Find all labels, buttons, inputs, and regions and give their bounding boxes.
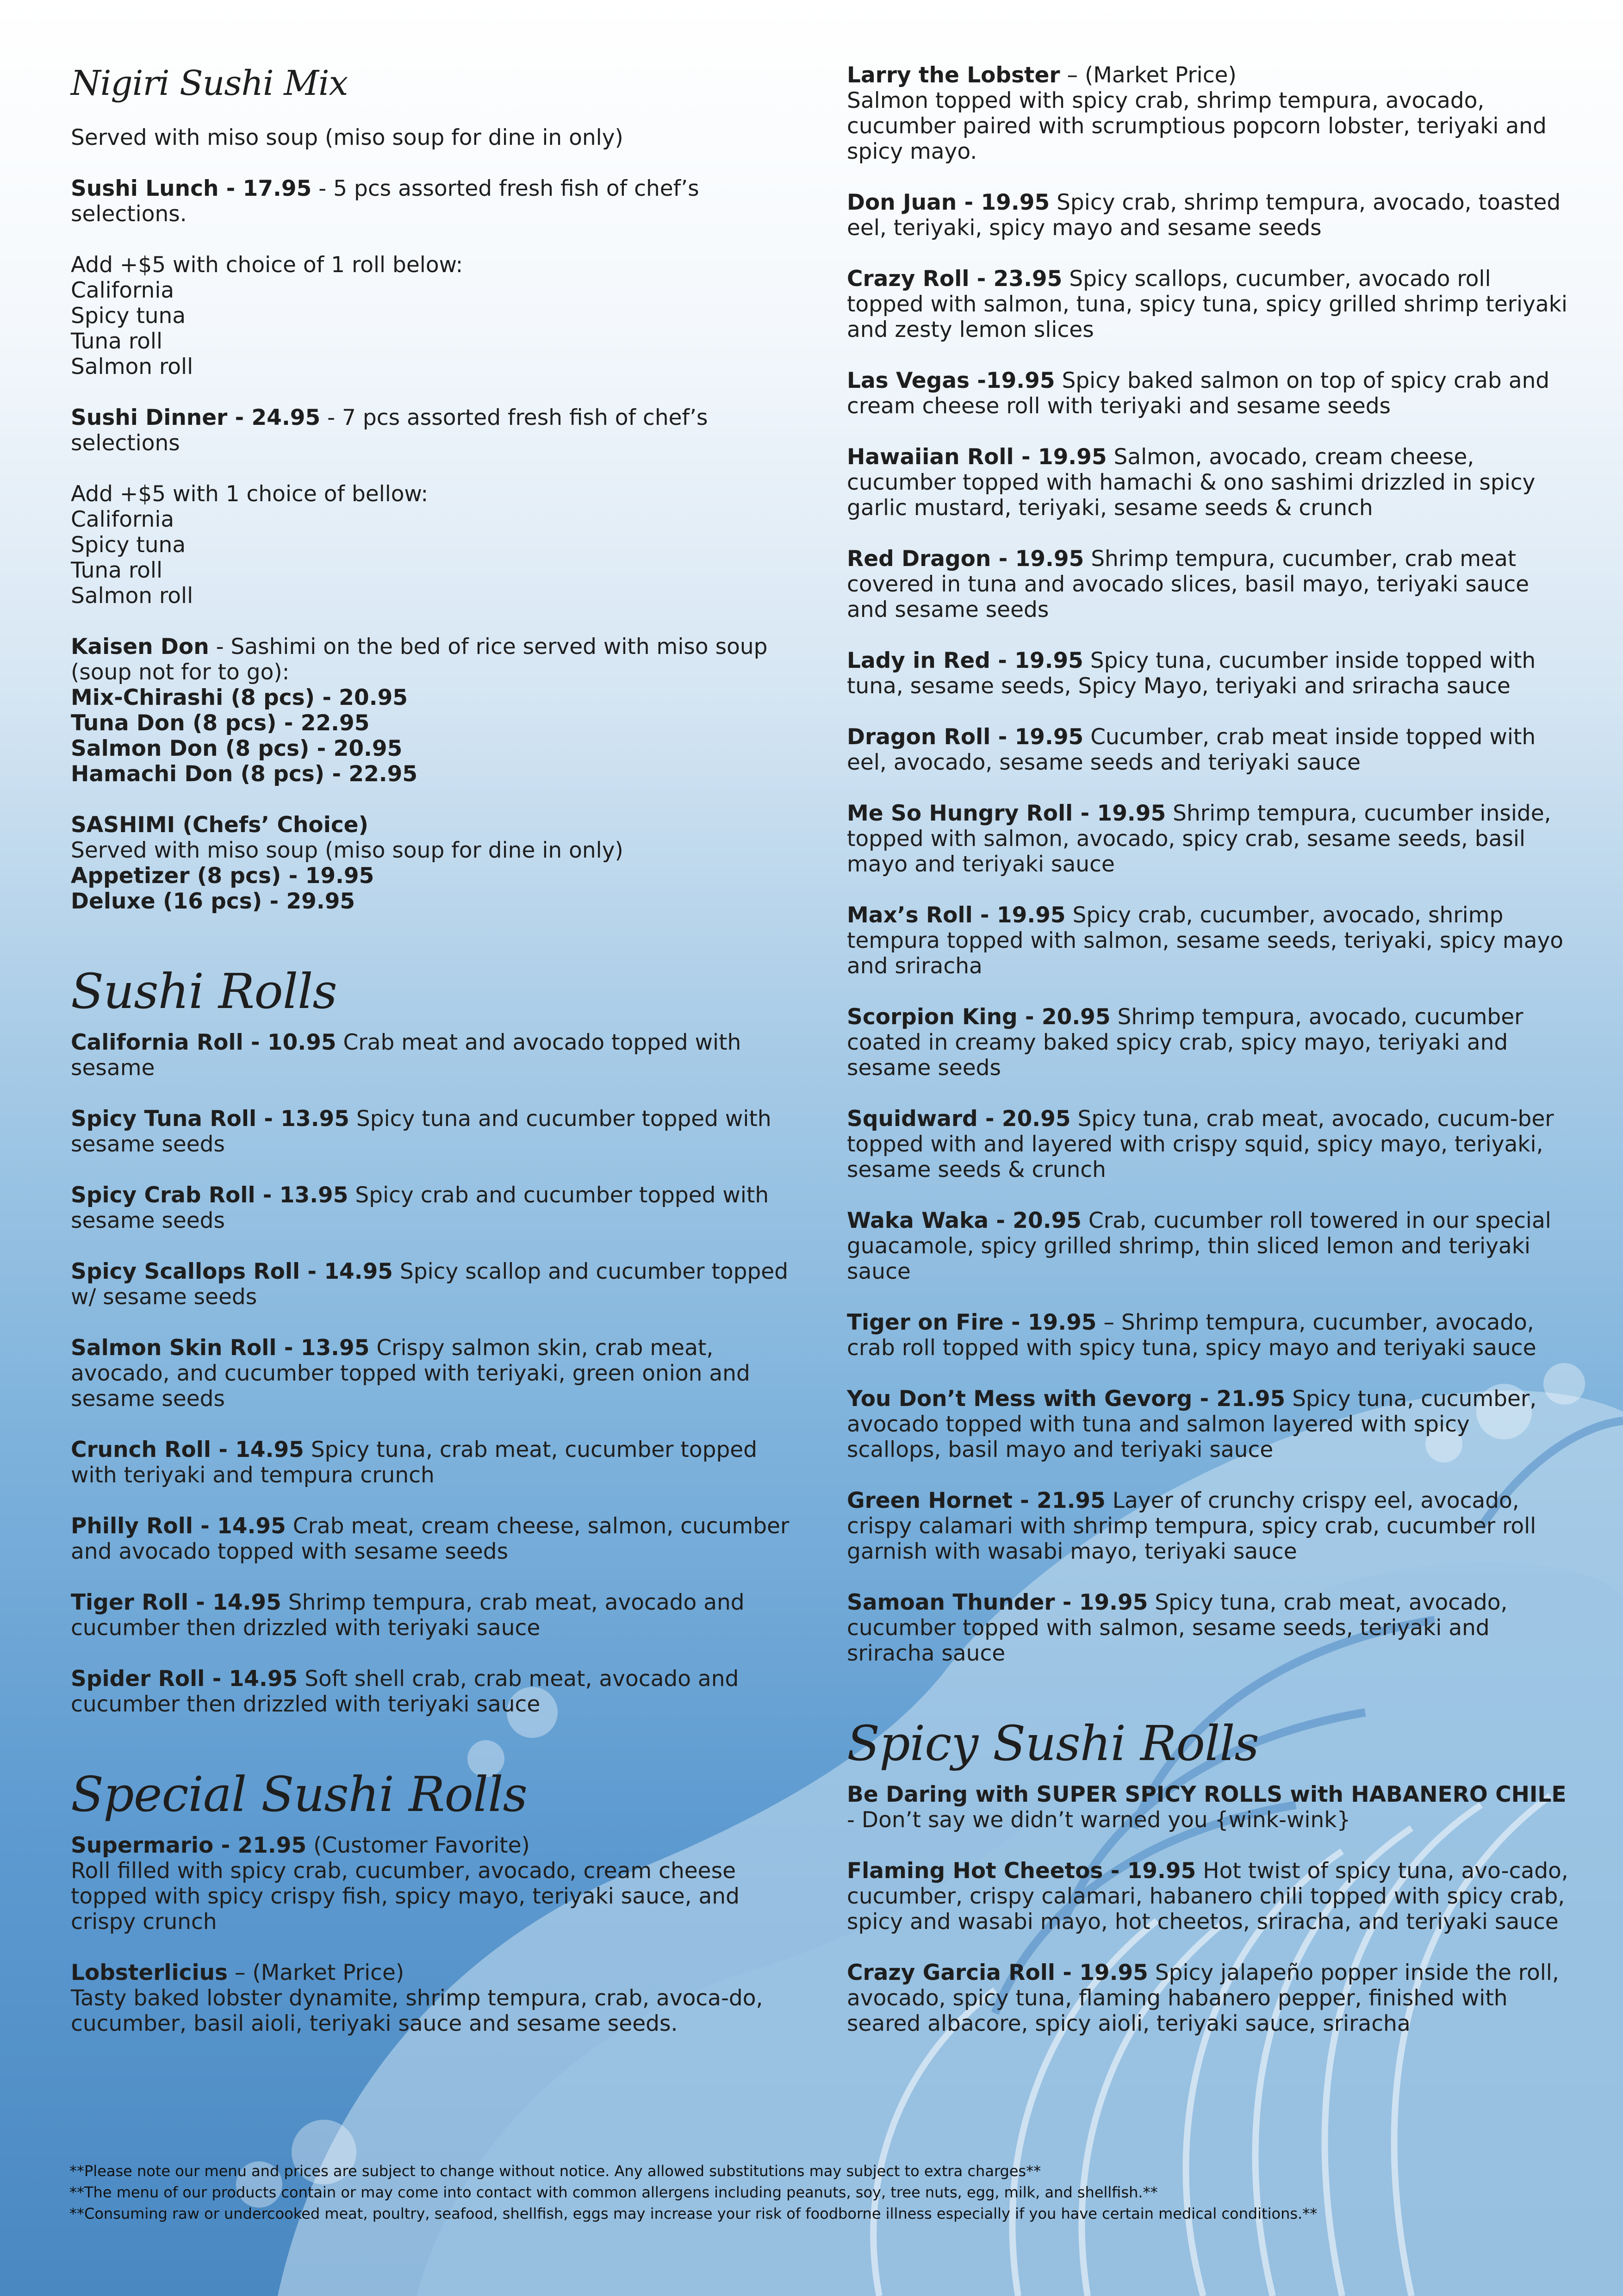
item-desc: Salmon topped with spicy crab, shrimp tempura, avocado, cucumber paired with scrumptious popcorn lobster, teriyaki and spicy mayo.	[847, 88, 1547, 164]
item-desc: Spicy tuna, cucumber, avocado topped with tuna and salmon layered with spicy scallops, basil mayo and teriyaki sauce	[847, 1386, 1537, 1462]
item-desc: Spicy jalapeño popper inside the roll, avocado, spicy tuna, flaming habanero pepper, finished with seared albacore, spicy aioli, teriyaki sauce, sriracha	[847, 1960, 1559, 2036]
item-name: Waka Waka - 20.95	[847, 1208, 1082, 1233]
menu-item	[847, 1488, 1569, 1564]
sashimi-option: Appetizer (8 pcs) - 19.95	[71, 863, 374, 889]
item-name: Crunch Roll - 14.95	[71, 1437, 304, 1462]
item-name: Lobsterlicius	[71, 1960, 228, 1985]
item-name: Tiger Roll - 14.95	[71, 1590, 281, 1615]
item-name: Crazy Roll - 23.95	[847, 266, 1063, 292]
item-desc: – Shrimp tempura, cucumber, avocado, crab roll topped with spicy tuna, spicy mayo and teriyaki sauce	[847, 1310, 1536, 1361]
addon-option: Tuna roll	[71, 329, 163, 354]
menu-item	[847, 801, 1569, 877]
menu-item	[71, 1030, 793, 1081]
item-name: Sushi Dinner - 24.95	[71, 405, 321, 430]
sashimi	[71, 812, 793, 914]
item-desc: Spicy crab and cucumber topped with sesame seeds	[71, 1182, 769, 1233]
item-desc: Spicy tuna, cucumber inside topped with tuna, sesame seeds, Spicy Mayo, teriyaki and sriracha sauce	[847, 648, 1536, 699]
item-desc: Salmon, avocado, cream cheese, cucumber topped with hamachi & ono sashimi drizzled in spicy garlic mustard, teriyaki, sesame seeds & crunch	[847, 444, 1536, 521]
item-desc: Spicy scallops, cucumber, avocado roll topped with salmon, tuna, spicy tuna, spicy grilled shrimp teriyaki and zesty lemon slices	[847, 266, 1567, 342]
item-name: Crazy Garcia Roll - 19.95	[847, 1960, 1148, 1985]
item-name: Las Vegas -19.95	[847, 368, 1055, 393]
item-desc: Hot twist of spicy tuna, avo-cado, cucumber, crispy calamari, habanero chili topped with spicy crab, spicy and wasabi mayo, hot cheetos, sriracha, and teriyaki sauce	[847, 1858, 1568, 1935]
menu-item	[71, 1259, 793, 1310]
item-desc: Shrimp tempura, cucumber, crab meat covered in tuna and avocado slices, basil mayo, teriyaki sauce and sesame seeds	[847, 546, 1530, 622]
item-name: Squidward - 20.95	[847, 1106, 1071, 1132]
item-name: Dragon Roll - 19.95	[847, 724, 1084, 750]
item-name: Red Dragon - 19.95	[847, 546, 1084, 572]
menu-item	[71, 1833, 793, 1935]
item-desc: - 7 pcs assorted fresh fish of chef’s selections	[71, 405, 708, 456]
item-name: Spider Roll - 14.95	[71, 1666, 298, 1692]
right-column	[847, 62, 1569, 2062]
menu-item	[71, 1437, 793, 1488]
item-name: Lady in Red - 19.95	[847, 648, 1083, 673]
sushi-dinner-addon	[71, 481, 793, 609]
item-name: Tiger on Fire - 19.95	[847, 1310, 1097, 1335]
left-column	[71, 62, 793, 2062]
addon-option: Spicy tuna	[71, 532, 186, 558]
nigiri-intro: Served with miso soup (miso soup for dine in only)	[71, 125, 623, 150]
addon-text: Add +$5 with 1 choice of bellow:	[71, 481, 429, 507]
footer-notes	[69, 2160, 1573, 2224]
sushi-rolls-heading: Sushi Rolls	[71, 963, 337, 1020]
item-note: (Customer Favorite)	[306, 1833, 530, 1858]
item-desc: - Sashimi on the bed of rice served with miso soup (soup not for to go):	[71, 634, 768, 685]
menu-item	[71, 1182, 793, 1233]
menu-item	[847, 62, 1569, 164]
spicy-rolls-heading: Spicy Sushi Rolls	[847, 1715, 1259, 1772]
intro-text: - Don’t say we didn’t warned you {wink-wink}	[847, 1807, 1351, 1833]
footer-note: **Consuming raw or undercooked meat, poultry, seafood, shellfish, eggs may increase your risk of foodborne illness especially if you have certain medical conditions.**	[69, 2205, 1318, 2222]
menu-item	[847, 724, 1569, 775]
spicy-intro	[847, 1782, 1569, 1833]
item-desc: Tasty baked lobster dynamite, shrimp tempura, crab, avoca-do, cucumber, basil aioli, teriyaki sauce and sesame seeds.	[71, 1985, 763, 2036]
item-name: Spicy Tuna Roll - 13.95	[71, 1106, 349, 1132]
kaisen-option: Hamachi Don (8 pcs) - 22.95	[71, 761, 418, 787]
item-desc: Spicy tuna and cucumber topped with sesame seeds	[71, 1106, 771, 1157]
item-name: Larry the Lobster	[847, 62, 1060, 88]
item-desc: Crab, cucumber roll towered in our special guacamole, spicy grilled shrimp, thin sliced lemon and teriyaki sauce	[847, 1208, 1551, 1284]
addon-option: Salmon roll	[71, 354, 193, 380]
item-name: SASHIMI (Chefs’ Choice)	[71, 812, 369, 838]
menu-item	[847, 1106, 1569, 1182]
item-name: Hawaiian Roll - 19.95	[847, 444, 1107, 470]
item-name: You Don’t Mess with Gevorg - 21.95	[847, 1386, 1286, 1412]
item-name: Salmon Skin Roll - 13.95	[71, 1335, 370, 1361]
kaisen-option: Tuna Don (8 pcs) - 22.95	[71, 710, 370, 736]
menu-item	[71, 1590, 793, 1641]
item-desc: Shrimp tempura, avocado, cucumber coated in creamy baked spicy crab, spicy mayo, teriyaki and sesame seeds	[847, 1004, 1524, 1081]
item-desc: - 5 pcs assorted fresh fish of chef’s selections.	[71, 176, 699, 227]
item-name: Philly Roll - 14.95	[71, 1513, 286, 1539]
menu-item	[847, 1590, 1569, 1666]
menu-item	[71, 1960, 793, 2036]
item-name: California Roll - 10.95	[71, 1030, 336, 1055]
addon-option: Tuna roll	[71, 558, 163, 583]
menu-item	[847, 1858, 1569, 1935]
item-name: Me So Hungry Roll - 19.95	[847, 801, 1166, 826]
item-name: Don Juan - 19.95	[847, 190, 1050, 215]
special-rolls-heading: Special Sushi Rolls	[71, 1766, 527, 1823]
addon-option: Salmon roll	[71, 583, 193, 609]
footer-note: **The menu of our products contain or may come into contact with common allergens including peanuts, soy, tree nuts, egg, milk, and shellfish.**	[69, 2184, 1158, 2201]
item-desc: Spicy crab, cucumber, avocado, shrimp tempura topped with salmon, sesame seeds, teriyaki, spicy mayo and sriracha	[847, 902, 1564, 979]
item-name: Flaming Hot Cheetos - 19.95	[847, 1858, 1196, 1884]
item-desc: Spicy baked salmon on top of spicy crab and cream cheese roll with teriyaki and sesame seeds	[847, 368, 1550, 419]
item-name: Scorpion King - 20.95	[847, 1004, 1111, 1030]
item-desc: Served with miso soup (miso soup for dine in only)	[71, 838, 623, 863]
item-name: Supermario - 21.95	[71, 1833, 307, 1858]
menu-item	[847, 648, 1569, 699]
item-desc: Crab meat and avocado topped with sesame	[71, 1030, 741, 1081]
item-desc: Shrimp tempura, cucumber inside, topped with salmon, avocado, spicy crab, sesame seeds, basil mayo and teriyaki sauce	[847, 801, 1551, 877]
addon-option: Spicy tuna	[71, 303, 186, 329]
menu-item	[847, 444, 1569, 521]
menu-item	[847, 1004, 1569, 1081]
item-note: – (Market Price)	[228, 1960, 404, 1985]
item-name: Green Hornet - 21.95	[847, 1488, 1106, 1513]
item-name: Samoan Thunder - 19.95	[847, 1590, 1148, 1615]
item-name: Spicy Scallops Roll - 14.95	[71, 1259, 393, 1284]
menu-item	[847, 1960, 1569, 2036]
menu-item	[847, 368, 1569, 419]
menu-item	[71, 1513, 793, 1564]
menu-item	[71, 1666, 793, 1717]
menu-item	[847, 1386, 1569, 1462]
menu-item	[847, 190, 1569, 241]
nigiri-heading: Nigiri Sushi Mix	[71, 63, 348, 103]
item-desc: Spicy tuna, crab meat, avocado, cucum-ber topped with and layered with crispy squid, spicy mayo, teriyaki, sesame seeds & crunch	[847, 1106, 1554, 1182]
sushi-dinner	[71, 405, 793, 456]
kaisen-option: Salmon Don (8 pcs) - 20.95	[71, 736, 403, 761]
addon-option: California	[71, 278, 174, 303]
sashimi-option: Deluxe (16 pcs) - 29.95	[71, 889, 355, 914]
item-desc: Soft shell crab, crab meat, avocado and cucumber then drizzled with teriyaki sauce	[71, 1666, 739, 1717]
sushi-lunch	[71, 176, 793, 227]
item-desc: Spicy tuna, crab meat, avocado, cucumber topped with salmon, sesame seeds, teriyaki and sriracha sauce	[847, 1590, 1508, 1666]
menu-item	[71, 1106, 793, 1157]
kaisen-option: Mix-Chirashi (8 pcs) - 20.95	[71, 685, 408, 710]
item-desc: Spicy scallop and cucumber topped w/ sesame seeds	[71, 1259, 789, 1310]
sushi-lunch-addon	[71, 252, 793, 380]
menu-item	[71, 1335, 793, 1412]
addon-option: California	[71, 507, 174, 532]
menu-item	[847, 902, 1569, 979]
item-desc: Cucumber, crab meat inside topped with eel, avocado, sesame seeds and teriyaki sauce	[847, 724, 1536, 775]
item-desc: Roll filled with spicy crab, cucumber, avocado, cream cheese topped with spicy crispy fish, spicy mayo, teriyaki sauce, and crispy crunch	[71, 1858, 740, 1935]
item-desc: Shrimp tempura, crab meat, avocado and cucumber then drizzled with teriyaki sauce	[71, 1590, 745, 1641]
kaisen-don	[71, 634, 793, 787]
item-name: Kaisen Don	[71, 634, 209, 660]
item-desc: Crispy salmon skin, crab meat, avocado, and cucumber topped with teriyaki, green onion and sesame seeds	[71, 1335, 750, 1412]
menu-item	[847, 546, 1569, 622]
menu-item	[847, 1208, 1569, 1284]
menu-item	[847, 1310, 1569, 1361]
item-note: – (Market Price)	[1060, 62, 1237, 88]
item-desc: Spicy tuna, crab meat, cucumber topped with teriyaki and tempura crunch	[71, 1437, 758, 1488]
item-name: Spicy Crab Roll - 13.95	[71, 1182, 348, 1208]
item-name: Sushi Lunch - 17.95	[71, 176, 312, 201]
item-desc: Layer of crunchy crispy eel, avocado, crispy calamari with shrimp tempura, spicy crab, cucumber roll garnish with wasabi mayo, teriyaki sauce	[847, 1488, 1536, 1564]
addon-text: Add +$5 with choice of 1 roll below:	[71, 252, 463, 278]
item-name: Max’s Roll - 19.95	[847, 902, 1066, 928]
item-desc: Crab meat, cream cheese, salmon, cucumber and avocado topped with sesame seeds	[71, 1513, 790, 1564]
item-desc: Spicy crab, shrimp tempura, avocado, toasted eel, teriyaki, spicy mayo and sesame seeds	[847, 190, 1561, 241]
menu-item	[847, 266, 1569, 342]
footer-note: **Please note our menu and prices are subject to change without notice. Any allowed substitutions may subject to extra charges**	[69, 2162, 1041, 2180]
intro-bold: Be Daring with SUPER SPICY ROLLS with HABANERO CHILE	[847, 1782, 1567, 1807]
